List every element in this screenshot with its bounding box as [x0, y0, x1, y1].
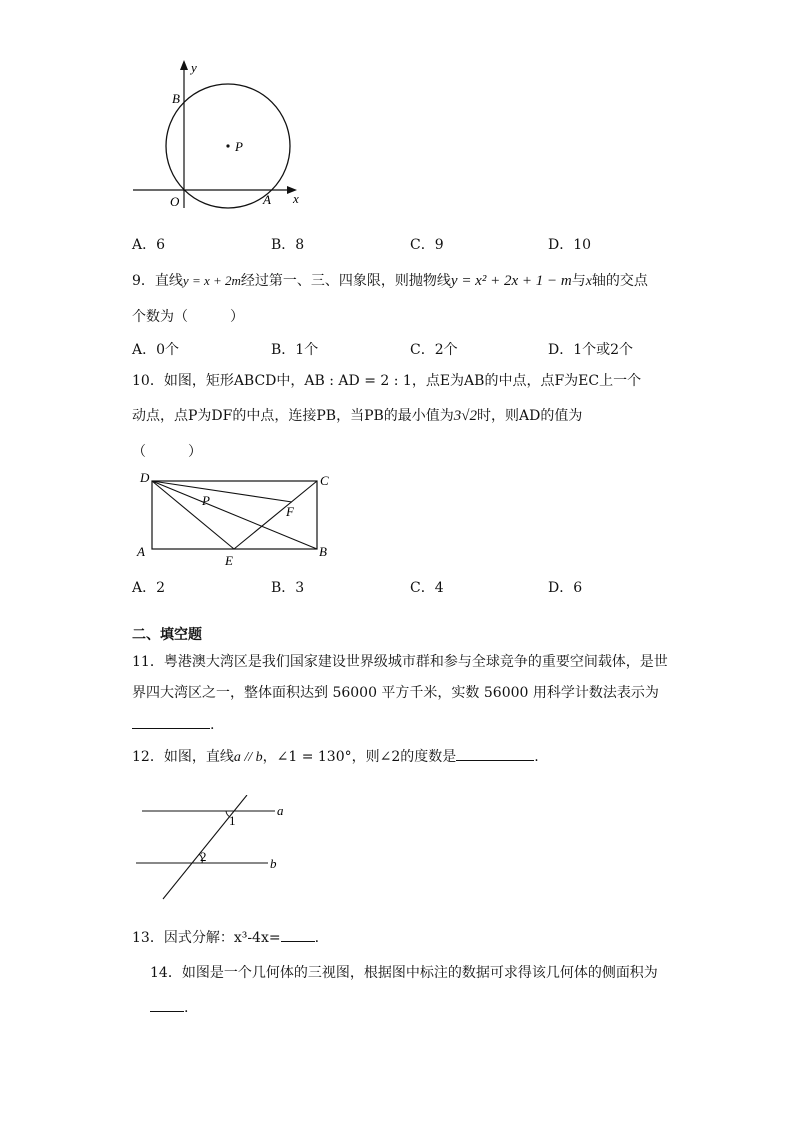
q12-answer-blank[interactable]: [456, 746, 534, 761]
q8-option-c: C．9: [410, 237, 444, 253]
q11-answer-blank[interactable]: [132, 714, 210, 729]
label-1: 1: [229, 813, 236, 828]
q10-option-a: A．2: [132, 580, 166, 596]
label-B: B: [319, 544, 327, 559]
q10-line3: （ ）: [132, 444, 202, 460]
label-P: P: [235, 139, 243, 154]
q12-text-c: ，则∠2的度数是: [351, 749, 457, 765]
q12-figure: [130, 795, 300, 905]
q10-option-c: C．4: [410, 580, 444, 596]
q10-min-value: 3√2: [453, 408, 478, 424]
q9-parabola: y = x² + 2x + 1 − m: [450, 273, 572, 289]
q14-period: .: [184, 1000, 189, 1016]
q11-line3: [132, 714, 214, 733]
label-A: A: [263, 192, 271, 207]
q12-text-b: ，: [262, 749, 277, 765]
label-b: b: [270, 856, 277, 871]
label-D: D: [140, 470, 150, 485]
q9-text-b: 经过第一、三、四象限，则抛物线: [240, 273, 451, 289]
label-x: x: [293, 191, 299, 206]
label-E: E: [225, 553, 233, 568]
q10-option-d: D．6: [548, 580, 583, 596]
label-F: F: [286, 504, 294, 519]
section-title: 二、填空题: [132, 627, 202, 643]
q12-line: [132, 746, 539, 766]
q12-angle1: ∠1 = 130°: [276, 749, 352, 765]
q14-line1: 14．如图是一个几何体的三视图，根据图中标注的数据可求得该几何体的侧面积为: [150, 965, 658, 981]
q13-answer-blank[interactable]: [281, 927, 315, 942]
q9-text-d: 轴的交点: [591, 273, 648, 289]
label-a: a: [277, 803, 284, 818]
q14-answer-blank[interactable]: [150, 997, 184, 1012]
q10-option-b: B．3: [271, 580, 305, 596]
label-O: O: [170, 194, 180, 209]
q9-text-a: 9．直线: [132, 273, 183, 289]
q12-text-a: 12．如图，直线: [132, 749, 234, 765]
q8-option-b: B．8: [271, 237, 305, 253]
q13-line: [132, 927, 319, 947]
label-B: B: [172, 91, 180, 106]
q11-period: .: [210, 717, 215, 733]
q10-line2: [132, 405, 582, 425]
q9-option-b: B．1个: [271, 342, 319, 358]
q13-period: .: [314, 930, 320, 946]
q13-text: 13．因式分解：x³-4x=: [132, 930, 281, 946]
q9-line-eq: y = x + 2m: [182, 273, 241, 288]
q10-text-a: 动点，点P为DF的中点，连接PB，当PB的最小值为: [132, 408, 454, 424]
q9-option-a: A．0个: [132, 342, 180, 358]
q9-xvar: x: [585, 274, 592, 289]
q8-option-d: D．10: [548, 237, 592, 253]
label-C: C: [320, 473, 329, 488]
label-y: y: [191, 60, 197, 75]
q10-text-b: 时，则AD的值为: [477, 408, 583, 424]
segment-ec: [234, 481, 317, 549]
q10-line1: 10．如图，矩形ABCD中，AB : AD = 2 : 1，点E为AB的中点，点F为EC上一个: [132, 373, 642, 389]
q9-option-d: D．1个或2个: [548, 342, 634, 358]
center-dot: [226, 144, 229, 147]
q9-line2: 个数为（ ）: [132, 309, 244, 325]
q12-parallel: a // b: [233, 750, 263, 765]
q11-line2: 界四大湾区之一，整体面积达到 56000 平方千米，实数 56000 用科学计数法表示为: [132, 685, 659, 701]
q14-line2: [150, 997, 188, 1016]
q10-figure: [135, 468, 335, 568]
q11-line1: 11．粤港澳大湾区是我们国家建设世界级城市群和参与全球竞争的重要空间载体，是世: [132, 654, 668, 670]
label-2: 2: [200, 849, 207, 864]
q12-period: .: [534, 749, 539, 765]
y-axis-arrow: [180, 60, 188, 70]
q8-option-a: A．6: [132, 237, 166, 253]
label-A: A: [137, 544, 145, 559]
q9-line1: [132, 270, 648, 290]
q9-option-c: C．2个: [410, 342, 458, 358]
q8-figure: [125, 58, 310, 218]
label-P: P: [202, 493, 210, 508]
q9-text-c: 与: [571, 273, 586, 289]
